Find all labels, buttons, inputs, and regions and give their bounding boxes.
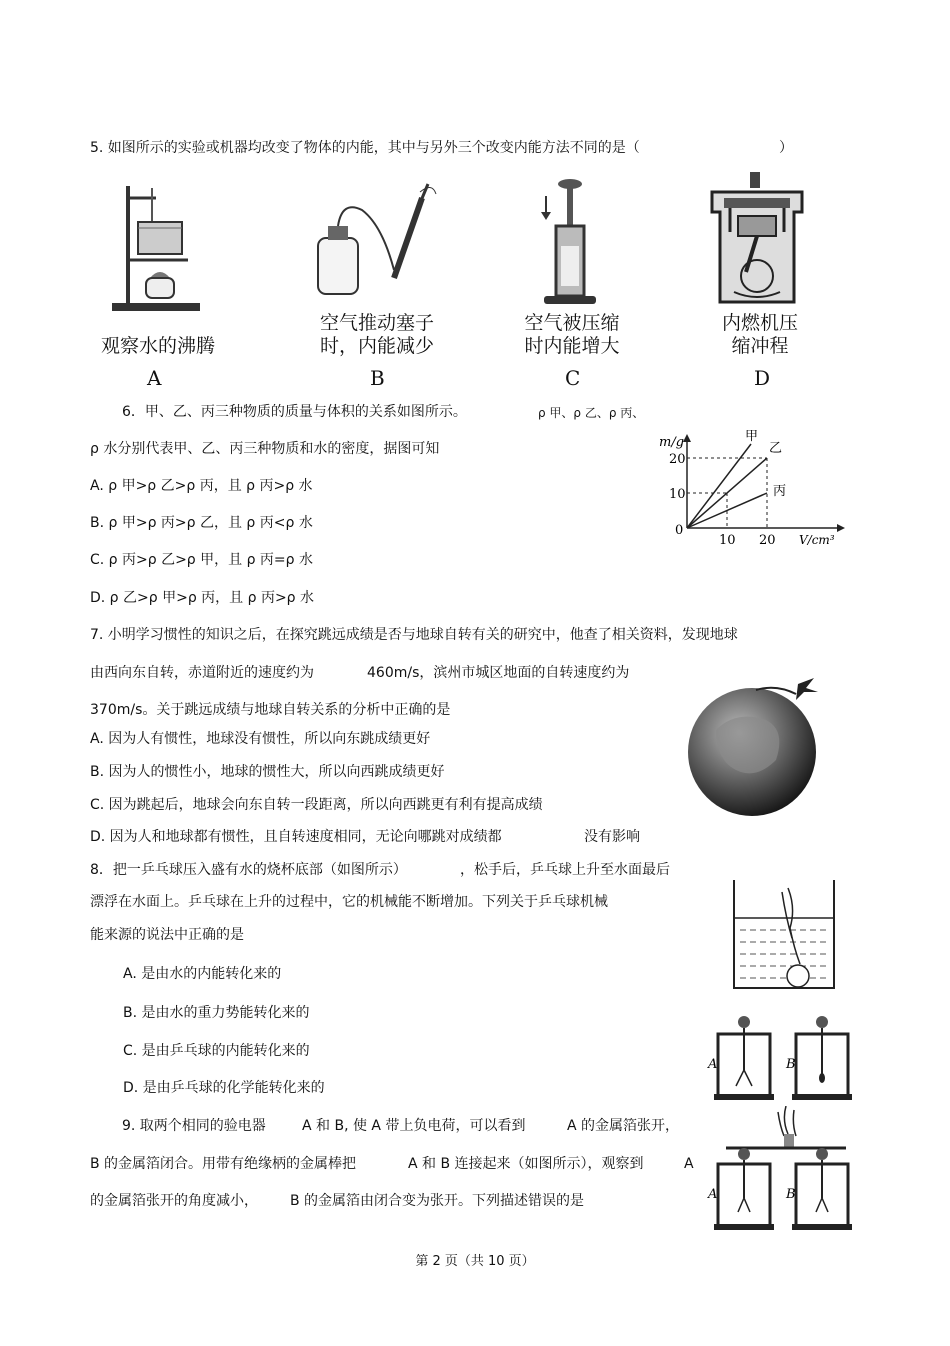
q8-line3: 能来源的说法中正确的是 [90,927,244,943]
q6-stem-line2: ρ 水分别代表甲、乙、丙三种物质和水的密度，据图可知 [90,441,440,457]
air-compression-figure [536,176,606,306]
q5-letter-d: D [754,366,771,390]
beaker-pingpong-figure [730,878,840,992]
q5-stem: 5. 如图所示的实验或机器均改变了物体的内能，其中与另外三个改变内能方法不同的是（ [90,140,640,156]
chart-x-label: V/cm³ [799,533,835,547]
q8-option-d: D. 是由乒乓球的化学能转化来的 [123,1080,325,1096]
boiling-apparatus-figure [108,178,204,316]
q8-option-c: C. 是由乒乓球的内能转化来的 [123,1043,310,1059]
electroscopes-separate-figure [706,1010,856,1102]
chart-series-line-甲 [687,444,751,528]
chart-x-tick-label: 10 [719,533,736,548]
q7-line1: 7. 小明学习惯性的知识之后，在探究跳远成绩是否与地球自转有关的研究中，他查了相关资料，发现地球 [90,627,738,643]
q8-option-b: B. 是由水的重力势能转化来的 [123,1005,310,1021]
q5-caption-d-line1: 内燃机压 [721,312,798,334]
q7-line2a: 由西向东自转，赤道附近的速度约为 [90,665,314,681]
q9-line2-part1: B 的金属箔闭合。用带有绝缘柄的金属棒把 [90,1156,357,1172]
q5-caption-c-line1: 空气被压缩 [524,312,620,334]
q7-option-d-tail: 没有影响 [584,829,640,845]
chart-series-label-丙: 丙 [773,484,787,499]
q5-caption-b-line2: 时，内能减少 [319,335,434,357]
page-footer: 第 2 页（共 10 页） [415,1254,535,1269]
chart-series-label-甲: 甲 [745,430,759,444]
chart-y-tick-label: 20 [669,452,686,467]
q5-caption-a: 观察水的沸腾 [100,335,215,357]
connected-label-a: A [708,1187,718,1202]
q9-line1-part2: A 和 B, 使 A 带上负电荷，可以看到 [302,1118,526,1134]
electroscope-label-b: B [786,1057,796,1072]
q7-option-a: A. 因为人有惯性，地球没有惯性，所以向东跳成绩更好 [90,731,431,747]
q9-line1-part1: 9. 取两个相同的验电器 [122,1118,266,1134]
chart-y-label: m/g [659,435,685,450]
q5-letter-c: C [565,366,581,390]
q6-option-a: A. ρ 甲>ρ 乙>ρ 丙，且 ρ 丙>ρ 水 [90,478,313,494]
q9-line2-part3: A [684,1156,694,1172]
airplane-icon [796,678,818,700]
q7-option-b: B. 因为人的惯性小，地球的惯性大，所以向西跳成绩更好 [90,764,445,780]
chart-x-tick-label: 20 [759,533,776,548]
q5-letter-a: A [147,366,162,390]
chart-x-arrow [837,524,845,532]
q5-letter-b: B [370,366,385,390]
q6-stem-line1: 6．甲、乙、丙三种物质的质量与体积的关系如图所示。 [122,404,467,420]
q8-line2: 漂浮在水面上。乒乓球在上升的过程中，它的机械能不断增加。下列关于乒乓球机械 [90,894,608,910]
q9-line2-part2: A 和 B 连接起来（如图所示），观察到 [408,1156,644,1172]
electroscope-label-a: A [708,1057,718,1072]
q7-line3: 370m/s。关于跳远成绩与地球自转关系的分析中正确的是 [90,702,451,718]
chart-origin-label: 0 [675,523,684,538]
bottle-pump-figure [312,180,442,300]
q8-option-a: A. 是由水的内能转化来的 [123,966,282,982]
q8-line1b: ，松手后，乒乓球上升至水面最后 [460,862,670,878]
q6-option-b: B. ρ 甲>ρ 丙>ρ 乙，且 ρ 丙<ρ 水 [90,515,313,531]
q9-line1-part3: A 的金属箔张开， [567,1118,680,1134]
chart-series-line-丙 [687,493,767,528]
q6-option-d: D. ρ 乙>ρ 甲>ρ 丙，且 ρ 丙>ρ 水 [90,590,315,606]
electroscopes-connected-figure [706,1106,856,1232]
chart-y-arrow [683,434,691,442]
q5-caption-b-line1: 空气推动塞子 [319,312,434,334]
q7-line2b: 460m/s，滨州市城区地面的自转速度约为 [367,665,630,681]
q6-rho-list: ρ 甲、ρ 乙、ρ 丙、 [538,406,645,420]
chart-series-label-乙: 乙 [769,441,783,456]
q8-line1a: 8．把一乒乓球压入盛有水的烧杯底部（如图所示） [90,862,407,878]
q5-caption-d-line2: 缩冲程 [731,335,789,357]
q7-option-c: C. 因为跳起后，地球会向东自转一段距离，所以向西跳更有利有提高成绩 [90,797,543,813]
chart-y-tick-label: 10 [669,487,686,502]
q9-line3-part1: 的金属箔张开的角度减小， [90,1193,258,1209]
q6-option-c: C. ρ 丙>ρ 乙>ρ 甲，且 ρ 丙=ρ 水 [90,552,314,568]
q5-close-paren: ） [779,140,793,156]
q5-caption-c-line2: 时内能增大 [524,335,620,357]
density-chart [655,430,845,550]
earth-globe-figure [686,670,832,820]
q9-line3-part2: B 的金属箔由闭合变为张开。下列描述错误的是 [290,1193,585,1209]
connected-label-b: B [786,1187,796,1202]
q7-option-d: D. 因为人和地球都有惯性，且自转速度相同，无论向哪跳对成绩都 [90,829,502,845]
engine-figure [704,172,810,310]
